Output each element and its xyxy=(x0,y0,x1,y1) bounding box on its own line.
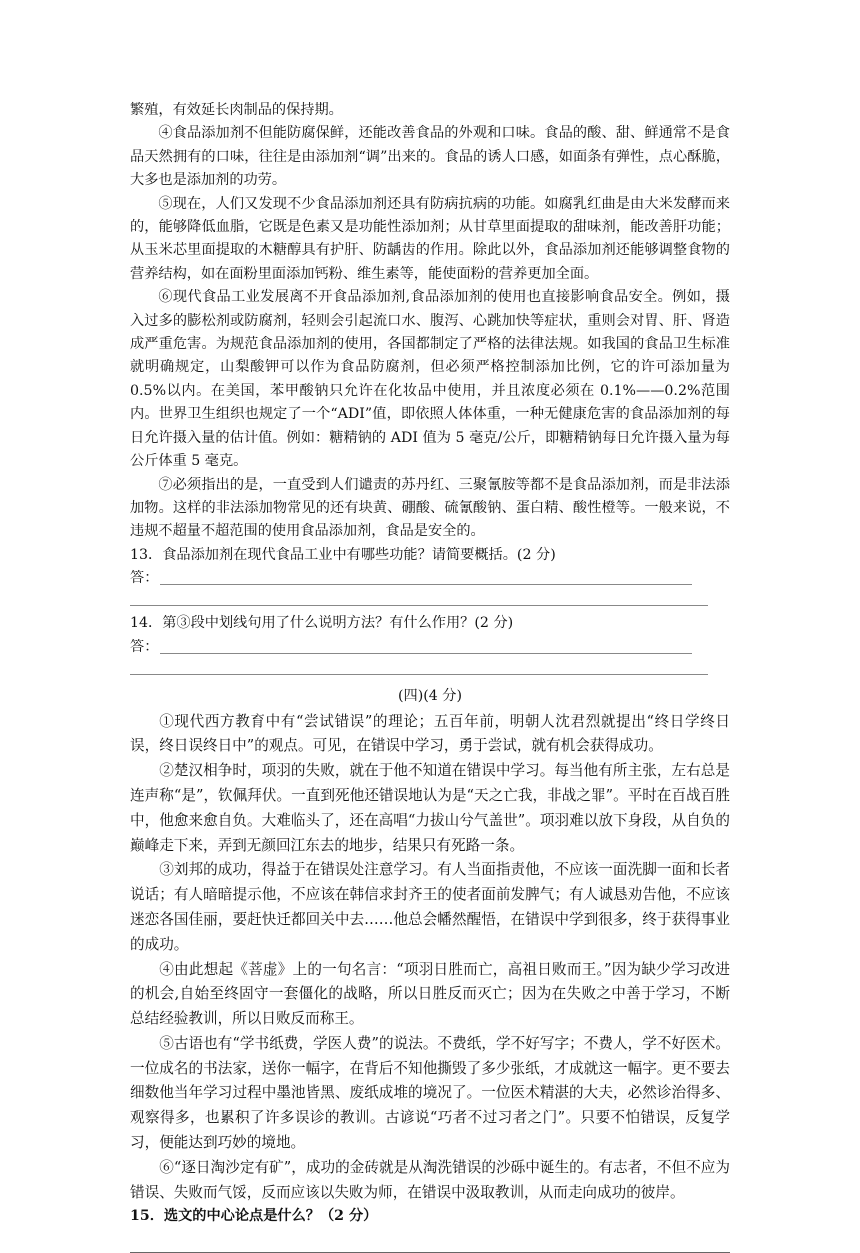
answer-line-13-extra[interactable] xyxy=(130,590,730,612)
question-15: 15．选文的中心论点是什么？（2 分） xyxy=(130,1208,378,1225)
section4-paragraph-2: ②楚汉相争时，项羽的失败，就在于他不知道在错误中学习。每当他有所主张，左右总是连声称“是”，钦佩拜伏。一直到死他还错误地认为是“天之亡我，非战之罪”。平时在百战百胜中，他愈来愈自负。大难临头了，还在高唱“力拔山兮气盖世”。项羽难以放下身段，从自负的巅峰走下来，弄到无颜回江东去的地步，结果只有死路一条。 xyxy=(130,762,730,854)
question-13: 13．食品添加剂在现代食品工业中有哪些功能？请简要概括。(2 分) xyxy=(130,546,556,563)
paragraph-7: ⑦必须指出的是，一直受到人们谴责的苏丹红、三聚氰胺等都不是食品添加剂，而是非法添加物。这样的非法添加物常见的还有块黄、硼酸、硫氰酸钠、蛋白精、酸性橙等。一般来说，不违规不超量不超范围的使用食品添加剂，食品是安全的。 xyxy=(130,476,730,540)
paragraph-5: ⑤现在，人们又发现不少食品添加剂还具有防病抗病的功能。如腐乳红曲是由大米发酵而来的，能够降低血脂，它既是色素又是功能性添加剂；从甘草里面提取的甜味剂，能改善肝功能；从玉米芯里面提取的木糖醇具有护肝、防龋齿的作用。除此以外，食品添加剂还能够调整食物的营养结构，如在面粉里面添加钙粉、维生素等，能使面粉的营养更加全面。 xyxy=(130,195,730,282)
exam-page xyxy=(130,99,730,1253)
section4-paragraph-4: ④由此想起《菩虚》上的一句名言：“项羽日胜而亡，高祖日败而王。”因为缺少学习改进的机会,自始至终固守一套僵化的战略，所以日胜反而灭亡；因为在失败之中善于学习，不断总结经验教训，所以日败反而称王。 xyxy=(130,960,730,1028)
answer-line-13[interactable] xyxy=(130,567,730,590)
answer-underline xyxy=(160,584,692,585)
answer-underline xyxy=(130,605,708,606)
answer-label: 答： xyxy=(130,638,159,655)
answer-label: 答： xyxy=(130,570,159,587)
section-heading: (四)(4 分) xyxy=(397,687,463,704)
section4-paragraph-6: ⑥“逐日淘沙定有矿”，成功的金砖就是从淘洗错误的沙砾中诞生的。有志者，不但不应为错误、失败而气馁，反而应该以失败为师，在错误中汲取教训，从而走向成功的彼岸。 xyxy=(130,1158,730,1201)
answer-line-15[interactable] xyxy=(130,1229,730,1253)
paragraph-continuation: 繁殖，有效延长肉制品的保持期。 xyxy=(130,102,343,118)
answer-line-14[interactable] xyxy=(130,636,730,659)
paragraph-4: ④食品添加剂不但能防腐保鲜，还能改善食品的外观和口味。食品的酸、甜、鲜通常不是食品天然拥有的口味，往往是由添加剂“调”出来的。食品的诱人口感，如面条有弹性，点心酥脆，大多也是添加剂的功劳。 xyxy=(130,125,730,189)
section4-paragraph-1: ①现代西方教育中有“尝试错误”的理论；五百年前，明朝人沈君烈就提出“终日学终日误，终日误终日中”的观点。可见，在错误中学习，勇于尝试，就有机会获得成功。 xyxy=(130,712,730,755)
section-4-text xyxy=(130,710,730,1253)
section4-paragraph-3: ③刘邦的成功，得益于在错误处注意学习。有人当面指责他，不应该一面洗脚一面和长者说话；有人暗暗提示他，不应该在韩信求封齐王的使者面前发脾气；有人诚恳劝告他，不应该迷恋各国佳丽，要赶快迁都回关中去……他总会幡然醒悟，在错误中学到很多，终于获得事业的成功。 xyxy=(130,861,730,953)
section4-paragraph-5: ⑤古语也有“学书纸费，学医人费”的说法。不费纸，学不好写字；不费人，学不好医术。一位成名的书法家，送你一幅字，在背后不知他撕毁了多少张纸，才成就这一幅字。更不要去细数他当年学习过程中墨池皆黑、废纸成堆的境况了。一位医术精湛的大夫，必然诊治得多、观察得多，也累积了许多误诊的教训。古谚说“巧者不过习者之门”。只要不怕错误，反复学习，便能达到巧妙的境地。 xyxy=(130,1034,730,1152)
paragraph-6: ⑥现代食品工业发展离不开食品添加剂,食品添加剂的使用也直接影响食品安全。例如，摄入过多的膨松剂或防腐剂，轻则会引起流口水、腹泻、心跳加快等症状，重则会对胃、肝、肾造成严重危害。为规范食品添加剂的使用，各国都制定了严格的法律法规。如我国的食品卫生标准就明确规定，山梨酸钾可以作为食品防腐剂，但必须严格控制添加比例，它的许可添加量为 0.5%以内。在美国，苯甲酸钠只允许在化妆品中使用，并且浓度必须在 0.1%——0.2%范围内。世界卫生组织也规定了一个“ADI”值，即依照人体体重，一种无健康危害的食品添加剂的每日允许摄入量的估计值。例如：糖精钠的 ADI 值为 5 毫克/公斤，即糖精钠每日允许摄入量为每公斤体重 5 毫克。 xyxy=(130,289,730,470)
answer-underline xyxy=(130,674,708,675)
question-14: 14．第③段中划线句用了什么说明方法？有什么作用？(2 分) xyxy=(130,615,514,632)
answer-underline xyxy=(160,653,692,654)
answer-line-14-extra[interactable] xyxy=(130,659,730,681)
